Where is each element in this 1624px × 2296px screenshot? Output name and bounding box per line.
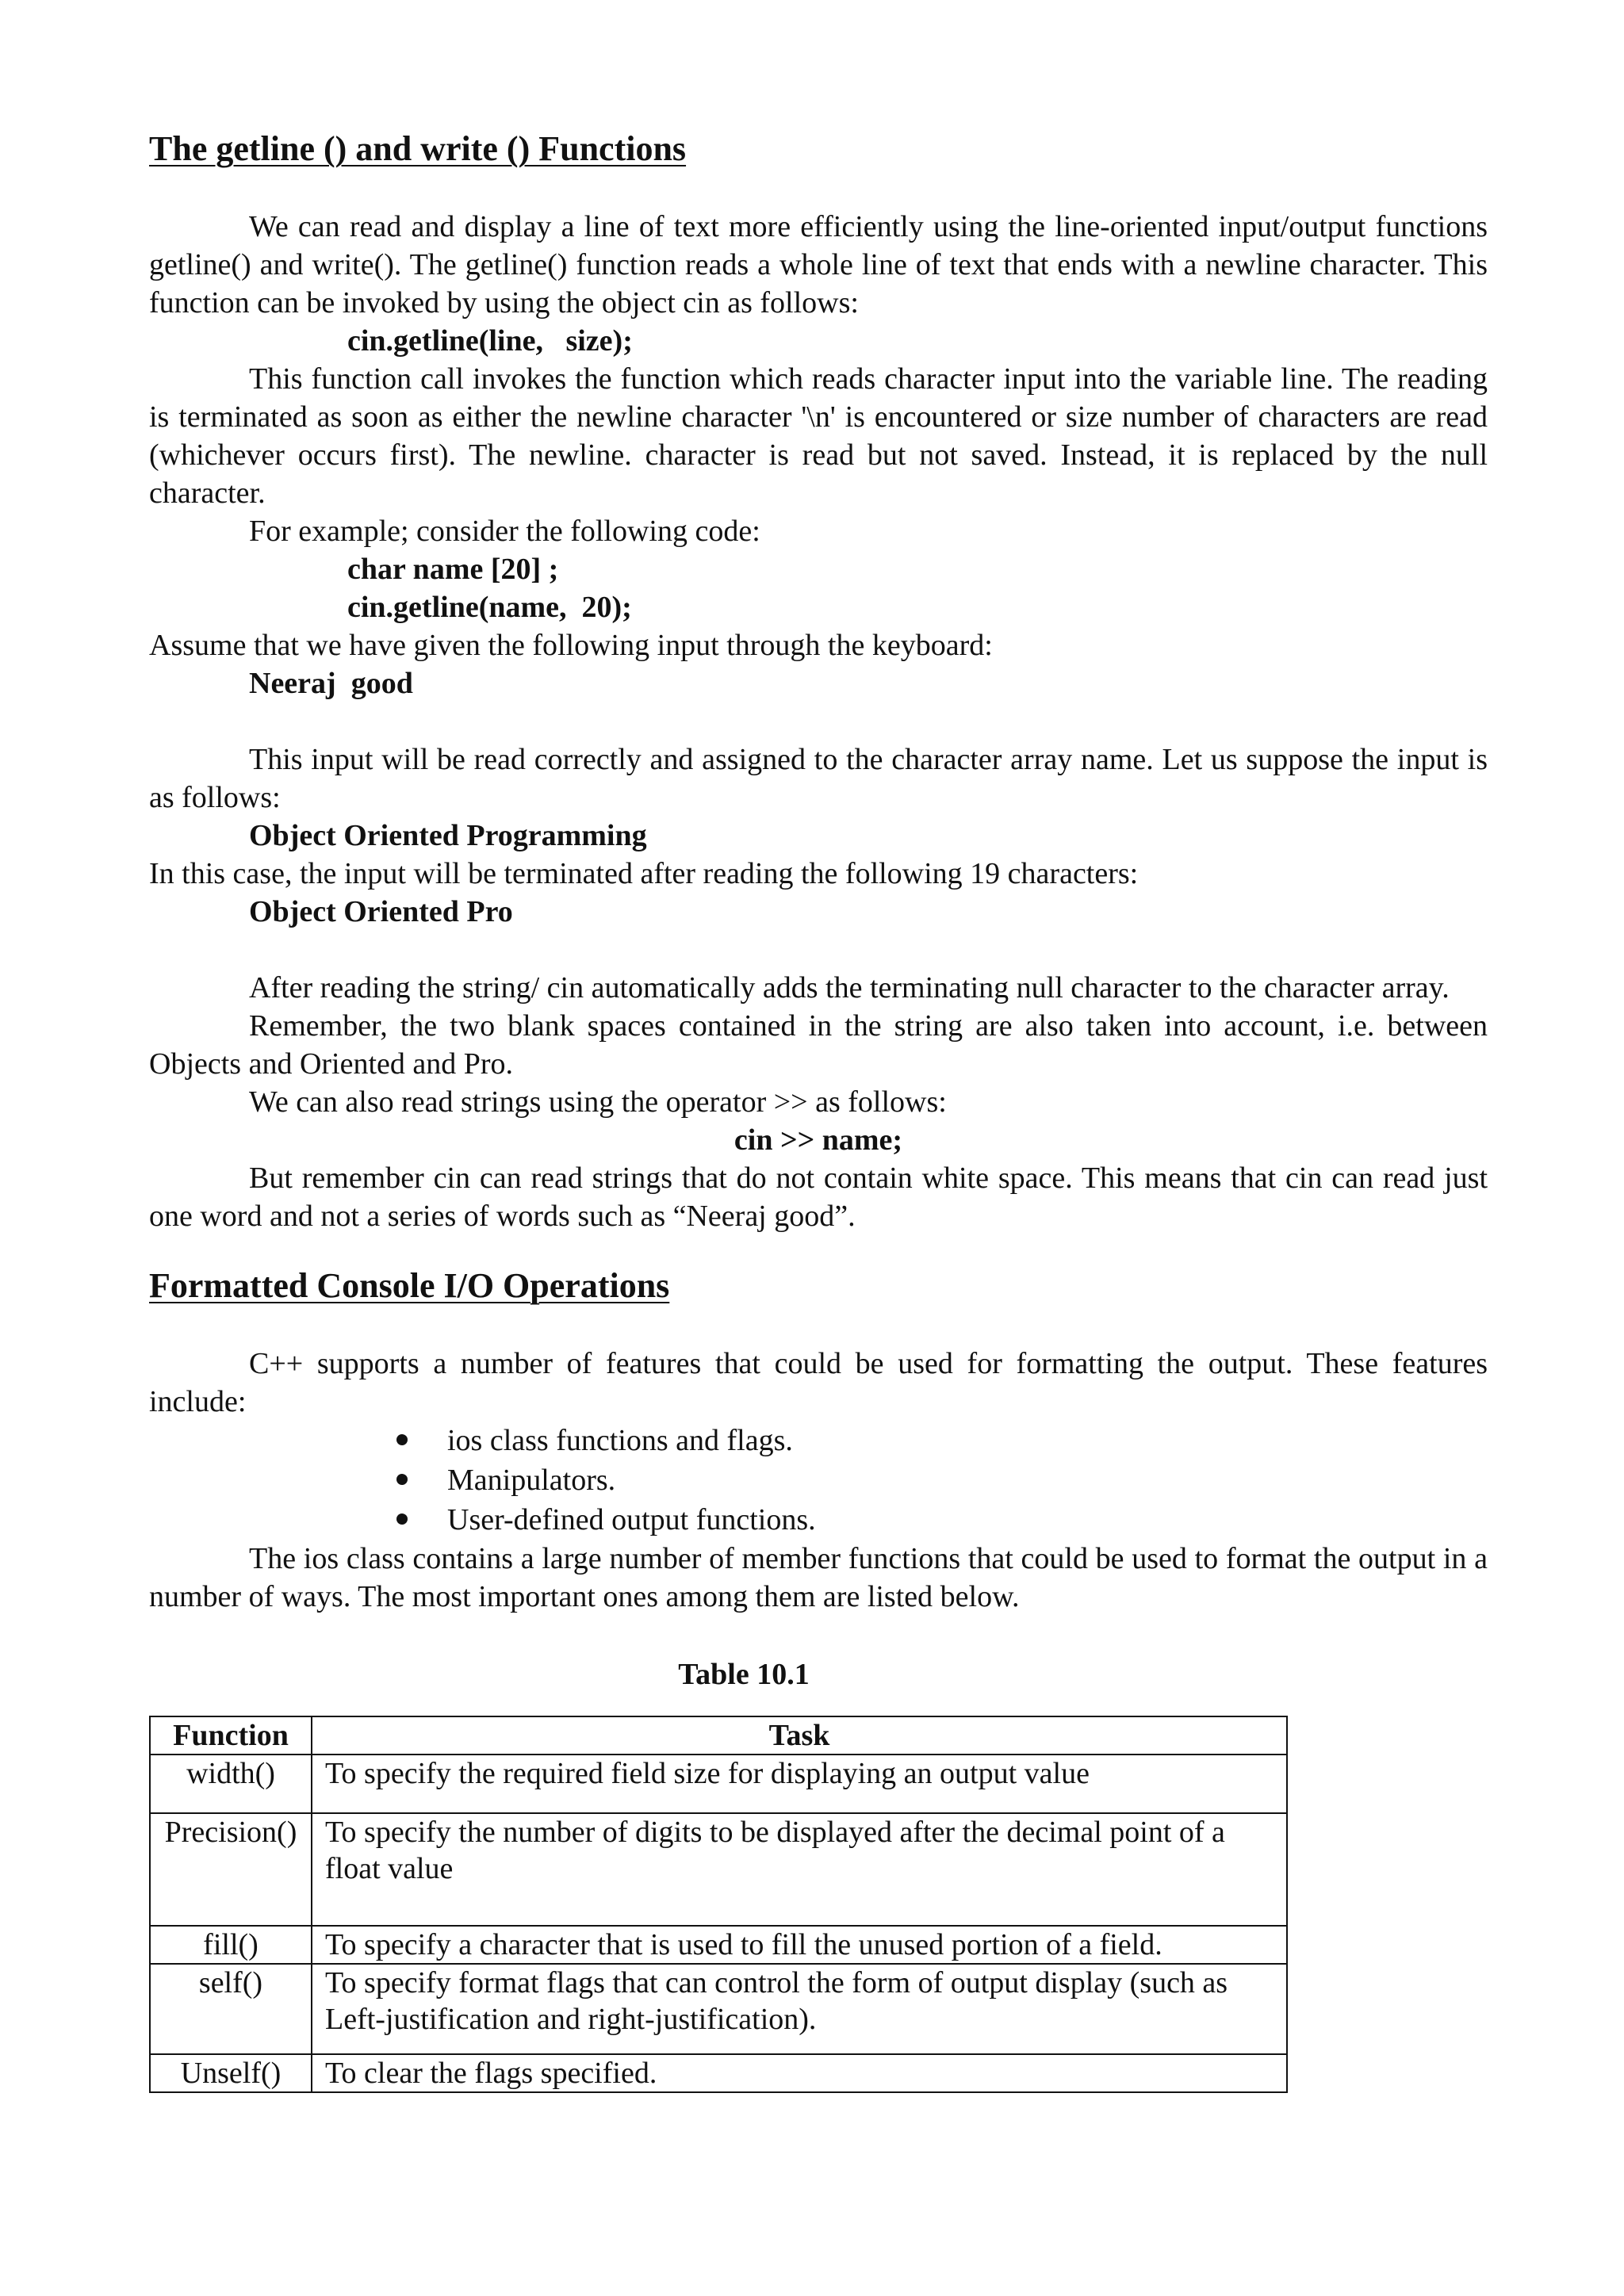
bullet-icon [396,1434,408,1445]
section-heading-formatted-io: Formatted Console I/O Operations [149,1266,670,1305]
paragraph-input-read: This input will be read correctly and assigned to the character array name. Let us suppose the input is as follows: [149,743,1488,814]
list-item: ios class functions and flags. [396,1421,1488,1460]
assume-text: Assume that we have given the following input through the keyboard: [149,629,993,662]
task-cell: To specify the number of digits to be displayed after the decimal point of a float value [312,1813,1287,1926]
function-cell: width() [150,1755,312,1813]
bullet-icon [396,1513,408,1525]
case-text: In this case, the input will be terminated after reading the following 19 characters: [149,857,1139,890]
paragraph-getline-intro: We can read and display a line of text more efficiently using the line-oriented input/output functions getline() and write(). The getline() function reads a whole line of text that ends with a newline character. This function can be invoked by using the object cin as follows: [149,210,1488,320]
paragraph-features-intro: C++ supports a number of features that could be used for formatting the output. These features include: [149,1347,1488,1418]
table-caption: Table 10.1 [678,1658,810,1691]
function-cell: Unself() [150,2054,312,2092]
features-list [149,1421,1488,1540]
paragraph-whitespace-note: But remember cin can read strings that do not contain white space. This means that cin can read just one word and not a series of words such as “Neeraj good”. [149,1161,1488,1233]
function-cell: self() [150,1964,312,2054]
paragraph-ios-class: The ios class contains a large number of member functions that could be used to format the output in a number of ways. The most important ones among them are listed below. [149,1542,1488,1613]
task-cell: To clear the flags specified. [312,2054,1287,2092]
table-row [150,1813,1287,1926]
task-cell: To specify a character that is used to fill the unused portion of a field. [312,1926,1287,1964]
table-row [150,2054,1287,2092]
paragraph-blank-spaces: Remember, the two blank spaces contained in the string are also taken into account, i.e. between Objects and Oriented and Pro. [149,1009,1488,1081]
paragraph-getline-behavior: This function call invokes the function which reads character input into the variable line. The reading is terminated as soon as either the newline character '\n' is encountered or size number of characters are read (whichever occurs first). The newline. character is read but not saved. Instead, it is replaced by the null character. [149,362,1488,510]
document-page [149,127,1488,2093]
table-header-row [150,1716,1287,1755]
table-row [150,1964,1287,2054]
list-item: Manipulators. [396,1460,1488,1500]
example-intro: For example; consider the following code: [249,515,760,548]
code-getline-name: cin.getline(name, 20); [347,591,632,624]
code-getline-syntax: cin.getline(line, size); [347,324,633,358]
function-cell: fill() [150,1926,312,1964]
code-cin-name: cin >> name; [733,1123,903,1157]
paragraph-operator-read: We can also read strings using the operator >> as follows: [249,1085,947,1119]
table-header-function: Function [150,1716,312,1755]
code-char-name: char name [20] ; [347,553,559,586]
table-header-task: Task [312,1716,1287,1755]
section-heading-getline-write: The getline () and write () Functions [149,129,687,168]
table-row [150,1755,1287,1813]
ios-functions-table [149,1716,1288,2093]
bullet-icon [396,1474,408,1485]
task-cell: To specify format flags that can control the form of output display (such as Left-justification and right-justification). [312,1964,1287,2054]
function-cell: Precision() [150,1813,312,1926]
input-example-3: Object Oriented Pro [249,895,513,928]
input-example-2: Object Oriented Programming [249,819,647,852]
table-row [150,1926,1287,1964]
paragraph-null-terminator: After reading the string/ cin automatically adds the terminating null character to the character array. [249,971,1450,1004]
task-cell: To specify the required field size for displaying an output value [312,1755,1287,1813]
input-example-1: Neeraj good [249,667,413,700]
list-item: User-defined output functions. [396,1500,1488,1540]
